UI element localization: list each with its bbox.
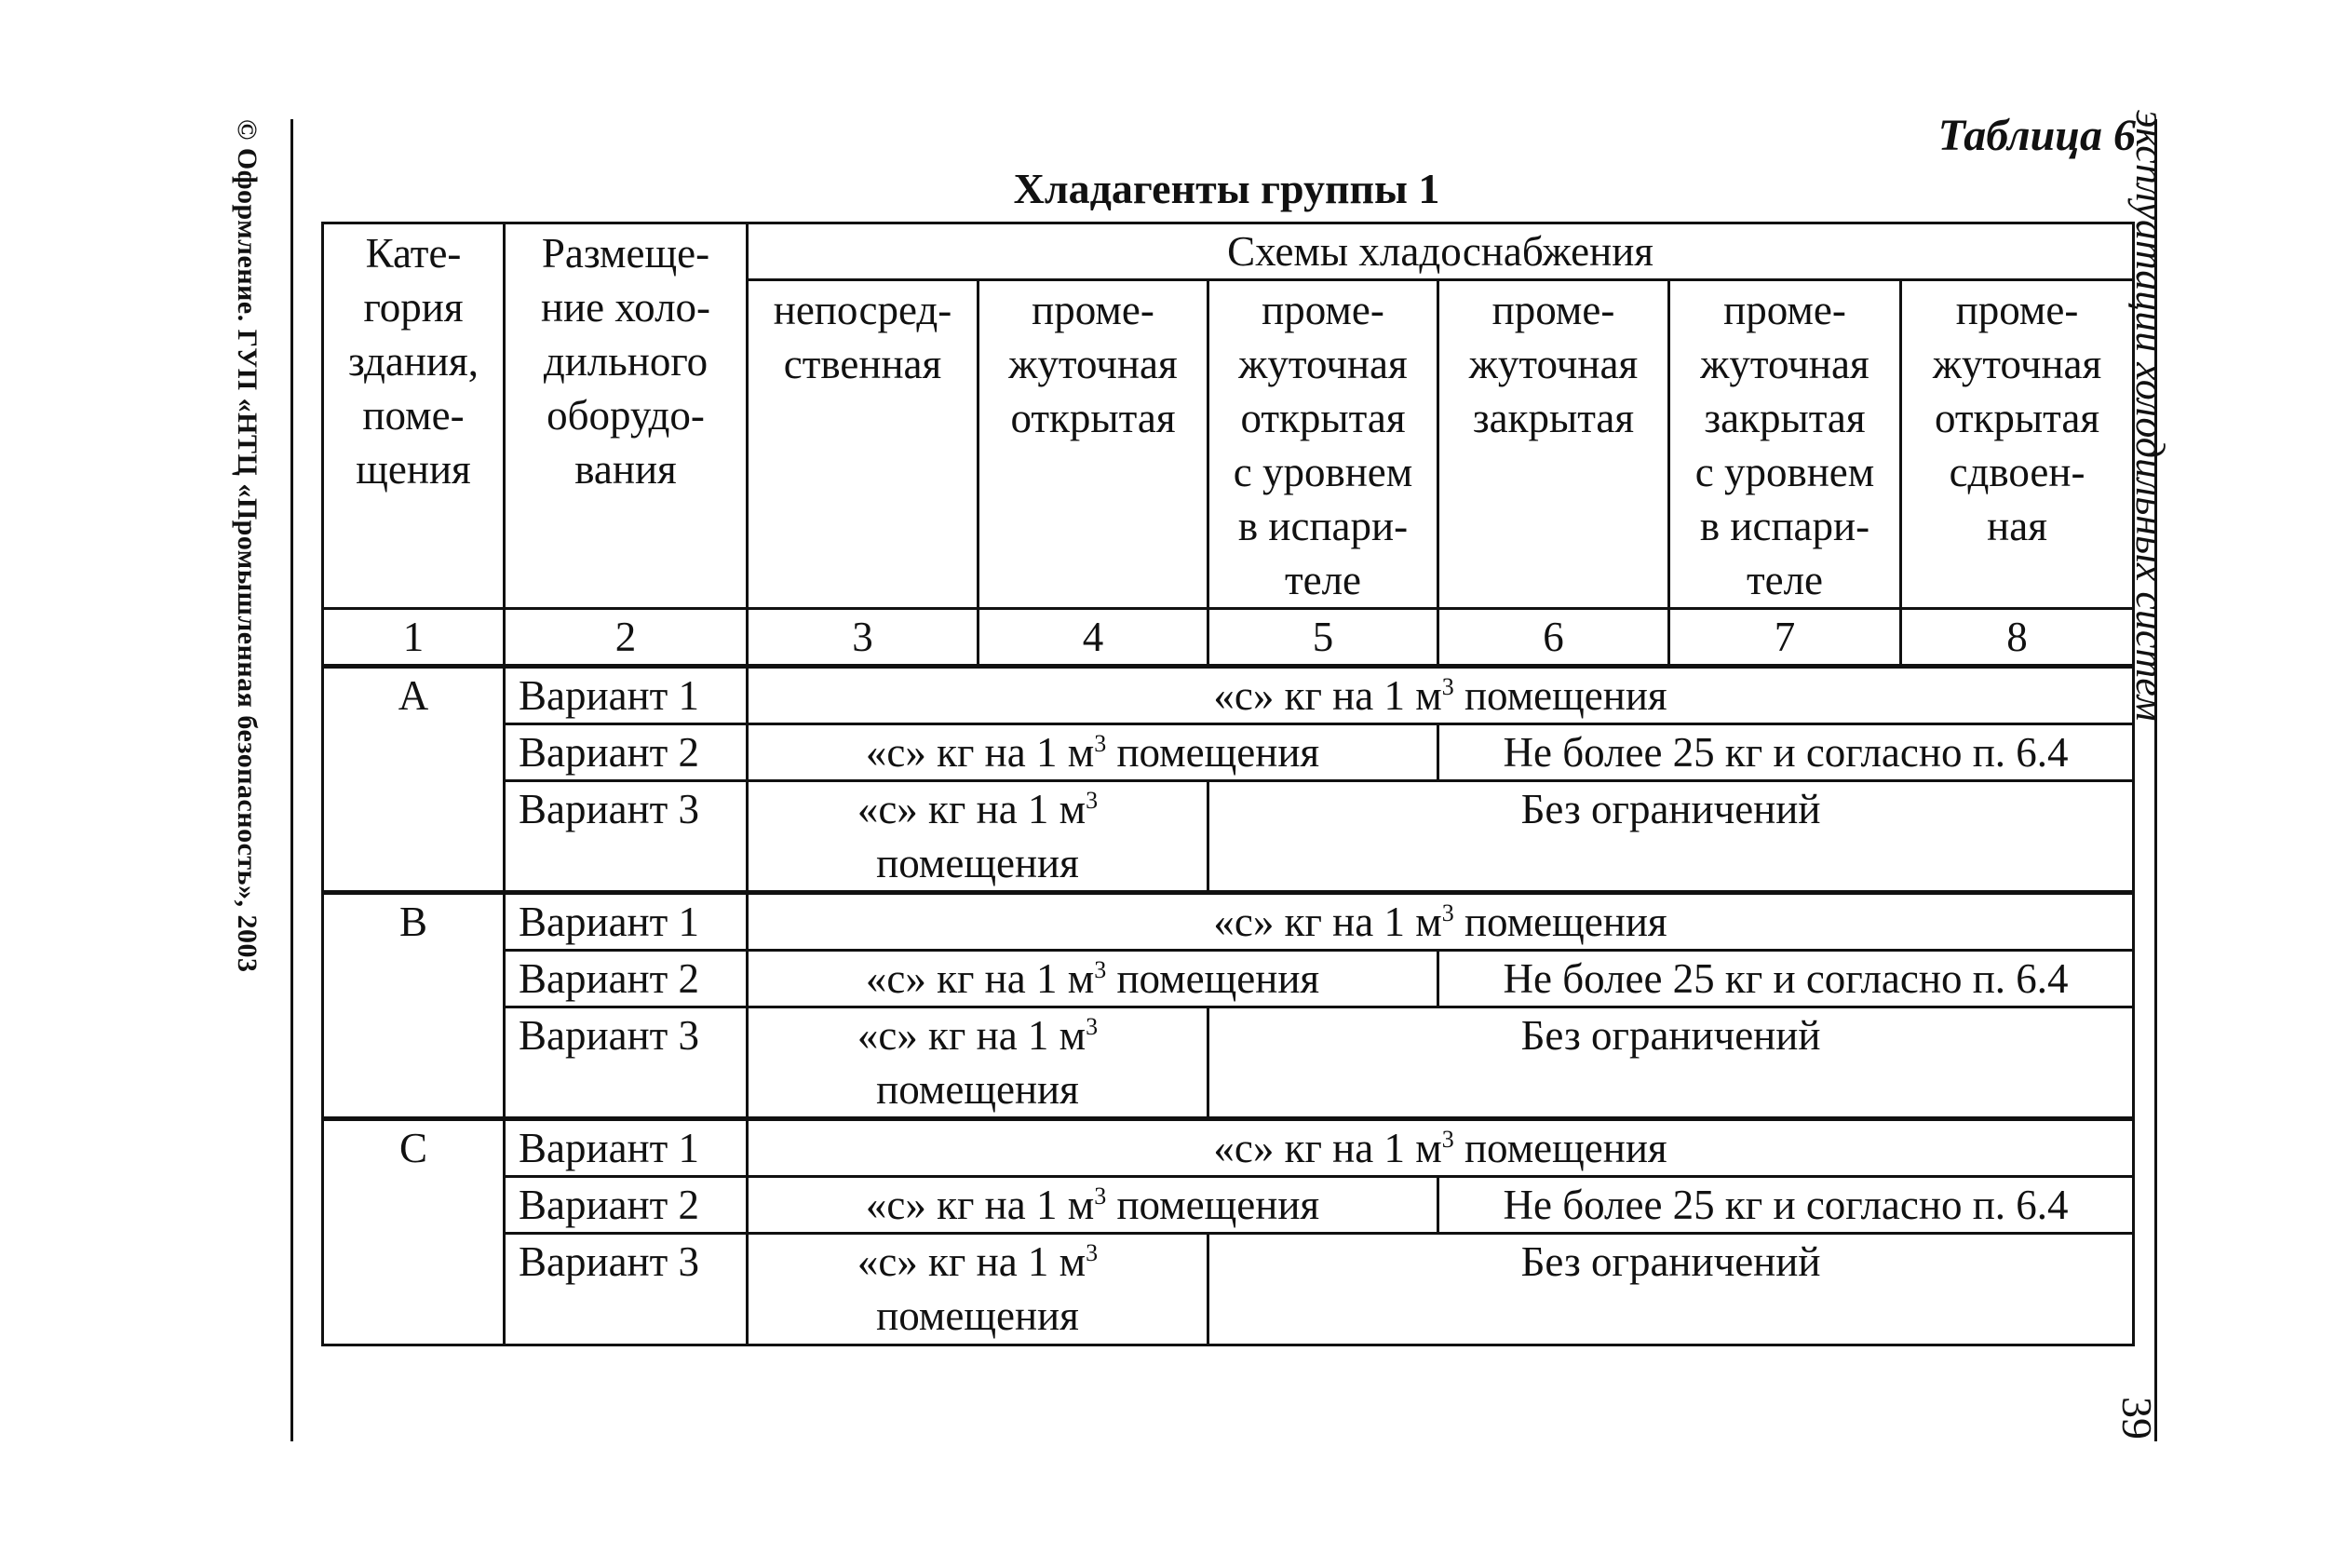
variant-label: Вариант 3 bbox=[505, 1234, 748, 1345]
column-number: 1 bbox=[323, 609, 505, 667]
limit-value bbox=[748, 1119, 2134, 1177]
scheme-line: жуточная bbox=[1932, 341, 2102, 387]
scheme-line: жуточная bbox=[1008, 341, 1178, 387]
header-placement-line: ние холо- bbox=[540, 284, 711, 331]
superscript: 3 bbox=[1441, 1126, 1454, 1153]
limit-value-text: помещения bbox=[1453, 1125, 1667, 1171]
header-category-line: здания, bbox=[348, 338, 479, 385]
scheme-line: проме- bbox=[1723, 287, 1846, 333]
limit-note: Не более 25 кг и согласно п. 6.4 bbox=[1438, 724, 2134, 781]
limit-value-text: «с» кг на 1 м bbox=[857, 1012, 1087, 1059]
scheme-line: с уровнем bbox=[1233, 449, 1413, 495]
header-placement-line: вания bbox=[574, 446, 677, 493]
variant-label: Вариант 1 bbox=[505, 667, 748, 724]
limit-note: Без ограничений bbox=[1208, 781, 2134, 893]
scheme-intermediate-closed bbox=[1438, 280, 1669, 609]
scheme-line: с уровнем bbox=[1694, 449, 1875, 495]
header-schemes: Схемы хладоснабжения bbox=[748, 223, 2134, 280]
category-b-variant-1-row bbox=[323, 893, 2134, 951]
column-number: 2 bbox=[505, 609, 748, 667]
scheme-line: открытая bbox=[1240, 395, 1406, 441]
scheme-line: проме- bbox=[1032, 287, 1154, 333]
superscript: 3 bbox=[1094, 730, 1107, 757]
superscript: 3 bbox=[1441, 899, 1454, 926]
limit-note: Без ограничений bbox=[1208, 1234, 2134, 1345]
limit-note: Не более 25 кг и согласно п. 6.4 bbox=[1438, 951, 2134, 1007]
scheme-intermediate-closed-level bbox=[1669, 280, 1901, 609]
category-a-variant-3-row bbox=[323, 781, 2134, 893]
scheme-line: жуточная bbox=[1238, 341, 1408, 387]
category-c-variant-1-row bbox=[323, 1119, 2134, 1177]
scheme-intermediate-open bbox=[979, 280, 1208, 609]
variant-label: Вариант 2 bbox=[505, 724, 748, 781]
category-a-variant-2-row bbox=[323, 724, 2134, 781]
variant-label: Вариант 2 bbox=[505, 951, 748, 1007]
header-category-line: поме- bbox=[362, 392, 465, 439]
column-number-row bbox=[323, 609, 2134, 667]
limit-value bbox=[748, 1177, 1438, 1234]
limit-note: Не более 25 кг и согласно п. 6.4 bbox=[1438, 1177, 2134, 1234]
limit-value bbox=[748, 667, 2134, 724]
header-placement bbox=[505, 223, 748, 609]
limit-value-text: помещения bbox=[1453, 899, 1667, 945]
table-number-label: Таблица 6 bbox=[1937, 111, 2136, 160]
header-category-line: щения bbox=[356, 446, 471, 493]
scheme-line: сдвоен- bbox=[1949, 449, 2085, 495]
scheme-line: непосред- bbox=[773, 287, 952, 333]
limit-value bbox=[748, 893, 2134, 951]
category-b-variant-3-row bbox=[323, 1007, 2134, 1119]
limit-value-text: «с» кг на 1 м bbox=[865, 955, 1095, 1002]
superscript: 3 bbox=[1086, 787, 1099, 814]
limit-value bbox=[748, 951, 1438, 1007]
limit-value-text: «с» кг на 1 м bbox=[857, 1238, 1087, 1285]
column-number: 6 bbox=[1438, 609, 1669, 667]
category-c-variant-3-row bbox=[323, 1234, 2134, 1345]
limit-value-text: помещения bbox=[1106, 729, 1320, 776]
scheme-line: ная bbox=[1987, 503, 2047, 549]
limit-value-line: помещения bbox=[876, 1292, 1079, 1339]
limit-value-text: «с» кг на 1 м bbox=[865, 729, 1095, 776]
scheme-line: открытая bbox=[1010, 395, 1176, 441]
scheme-line: открытая bbox=[1934, 395, 2100, 441]
limit-value-line bbox=[754, 782, 1201, 836]
superscript: 3 bbox=[1441, 673, 1454, 700]
limit-value-text: «с» кг на 1 м bbox=[1213, 899, 1442, 945]
scheme-line: теле bbox=[1284, 557, 1362, 603]
limit-value-text: «с» кг на 1 м bbox=[1213, 672, 1442, 719]
table-caption: Хладагенты группы 1 bbox=[1013, 165, 1440, 212]
column-number: 7 bbox=[1669, 609, 1901, 667]
category-cell: В bbox=[323, 893, 505, 1119]
limit-value bbox=[748, 1234, 1208, 1345]
scheme-line: закрытая bbox=[1472, 395, 1635, 441]
scheme-line: проме- bbox=[1262, 287, 1384, 333]
refrigerant-table bbox=[321, 222, 2135, 1346]
scheme-line: проме- bbox=[1491, 287, 1615, 333]
category-cell: А bbox=[323, 667, 505, 893]
header-placement-line: дильного bbox=[543, 338, 709, 385]
scheme-line: ственная bbox=[783, 341, 942, 387]
scheme-line: проме- bbox=[1955, 287, 2079, 333]
superscript: 3 bbox=[1094, 1183, 1107, 1210]
category-c-variant-2-row bbox=[323, 1177, 2134, 1234]
scheme-line: жуточная bbox=[1700, 341, 1869, 387]
limit-value-line: помещения bbox=[876, 840, 1079, 886]
limit-value-text: «с» кг на 1 м bbox=[1213, 1125, 1442, 1171]
scheme-intermediate-open-level bbox=[1208, 280, 1438, 609]
variant-label: Вариант 3 bbox=[505, 1007, 748, 1119]
limit-value-line: помещения bbox=[876, 1066, 1079, 1113]
column-number: 3 bbox=[748, 609, 979, 667]
column-number: 4 bbox=[979, 609, 1208, 667]
limit-value-text: «с» кг на 1 м bbox=[865, 1182, 1095, 1228]
scheme-line: в испари- bbox=[1699, 503, 1870, 549]
column-number: 5 bbox=[1208, 609, 1438, 667]
superscript: 3 bbox=[1094, 956, 1107, 983]
variant-label: Вариант 2 bbox=[505, 1177, 748, 1234]
column-number: 8 bbox=[1901, 609, 2134, 667]
scheme-direct bbox=[748, 280, 979, 609]
limit-value-line bbox=[754, 1235, 1201, 1289]
limit-value-text: помещения bbox=[1106, 955, 1320, 1002]
header-row-1 bbox=[323, 223, 2134, 280]
scheme-line: теле bbox=[1746, 557, 1824, 603]
superscript: 3 bbox=[1086, 1239, 1099, 1266]
scheme-line: в испари- bbox=[1237, 503, 1409, 549]
limit-note: Без ограничений bbox=[1208, 1007, 2134, 1119]
limit-value bbox=[748, 1007, 1208, 1119]
scheme-line: жуточная bbox=[1468, 341, 1639, 387]
category-a-variant-1-row bbox=[323, 667, 2134, 724]
limit-value-text: помещения bbox=[1453, 672, 1667, 719]
limit-value bbox=[748, 781, 1208, 893]
limit-value bbox=[748, 724, 1438, 781]
header-category-line: Кате- bbox=[365, 230, 462, 277]
variant-label: Вариант 1 bbox=[505, 893, 748, 951]
category-cell: С bbox=[323, 1119, 505, 1345]
variant-label: Вариант 3 bbox=[505, 781, 748, 893]
limit-value-text: «с» кг на 1 м bbox=[857, 786, 1087, 832]
variant-label: Вариант 1 bbox=[505, 1119, 748, 1177]
category-b-variant-2-row bbox=[323, 951, 2134, 1007]
left-margin-rule bbox=[290, 119, 293, 1441]
limit-value-line bbox=[754, 1008, 1201, 1062]
header-category-line: гория bbox=[363, 284, 464, 331]
header-category bbox=[323, 223, 505, 609]
superscript: 3 bbox=[1086, 1013, 1099, 1040]
header-placement-line: Размеще- bbox=[541, 230, 710, 277]
header-placement-line: оборудо- bbox=[547, 392, 705, 439]
scheme-line: закрытая bbox=[1704, 395, 1866, 441]
scheme-intermediate-open-double bbox=[1901, 280, 2134, 609]
limit-value-text: помещения bbox=[1106, 1182, 1320, 1228]
